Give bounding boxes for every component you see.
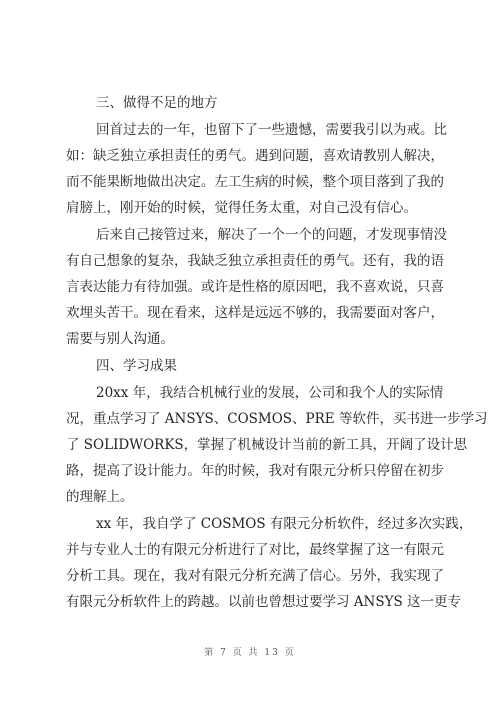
paragraph-line: 欢埋头苦干。现在看来，这样是远远不够的，我需要面对客户，	[66, 305, 444, 321]
paragraph-fea-self-study	[66, 511, 473, 615]
paragraph-line: 并与专业人士的有限元分析进行了对比，最终掌握了这一有限元	[66, 542, 444, 558]
paragraph-line: 如：缺乏独立承担责任的勇气。遇到问题，喜欢请教别人解决，	[66, 148, 444, 164]
paragraph-regrets	[66, 117, 447, 221]
paragraph-line: 有自己想象的复杂，我缺乏独立承担责任的勇气。还有，我的语	[66, 253, 444, 269]
paragraph-line: xx 年，我自学了 COSMOS 有限元分析软件，经过多次实践，	[96, 516, 473, 532]
paragraph-line: 回首过去的一年，也留下了一些遗憾，需要我引以为戒。比	[96, 122, 447, 138]
paragraph-line: 后来自己接管过来，解决了一个一个的问题，才发现事情没	[96, 227, 447, 243]
paragraph-line: 了 SOLIDWORKS，掌握了机械设计当前的新工具，开阔了设计思	[66, 437, 468, 453]
paragraph-line: 20xx 年，我结合机械行业的发展，公司和我个人的实际情	[96, 385, 444, 401]
paragraph-takeover	[66, 222, 447, 352]
paragraph-line: 的理解上。	[66, 489, 134, 505]
paragraph-line: 肩膀上，刚开始的时候，觉得任务太重，对自己没有信心。	[66, 200, 417, 216]
paragraph-line: 有限元分析软件上的跨越。以前也曾想过要学习 ANSYS 这一更专	[66, 594, 462, 610]
paragraph-line: 分析工具。现在，我对有限元分析充满了信心。另外，我实现了	[66, 568, 444, 584]
paragraph-line: 况，重点学习了 ANSYS、COSMOS、PRE 等软件，买书进一步学习	[66, 411, 488, 427]
paragraph-line: 需要与别人沟通。	[66, 331, 174, 347]
paragraph-software-study	[66, 380, 488, 510]
section-heading-shortcomings: 三、做得不足的地方	[96, 95, 218, 111]
document-body	[66, 90, 488, 616]
section-heading-learning: 四、学习成果	[96, 358, 177, 374]
page-number-footer: 第 7 页 共 13 页	[204, 648, 296, 658]
paragraph-line: 而不能果断地做出决定。左工生病的时候，整个项目落到了我的	[66, 174, 444, 190]
paragraph-line: 路，提高了设计能力。年的时候，我对有限元分析只停留在初步	[66, 463, 444, 479]
paragraph-line: 言表达能力有待加强。或许是性格的原因吧，我不喜欢说，只喜	[66, 279, 444, 295]
